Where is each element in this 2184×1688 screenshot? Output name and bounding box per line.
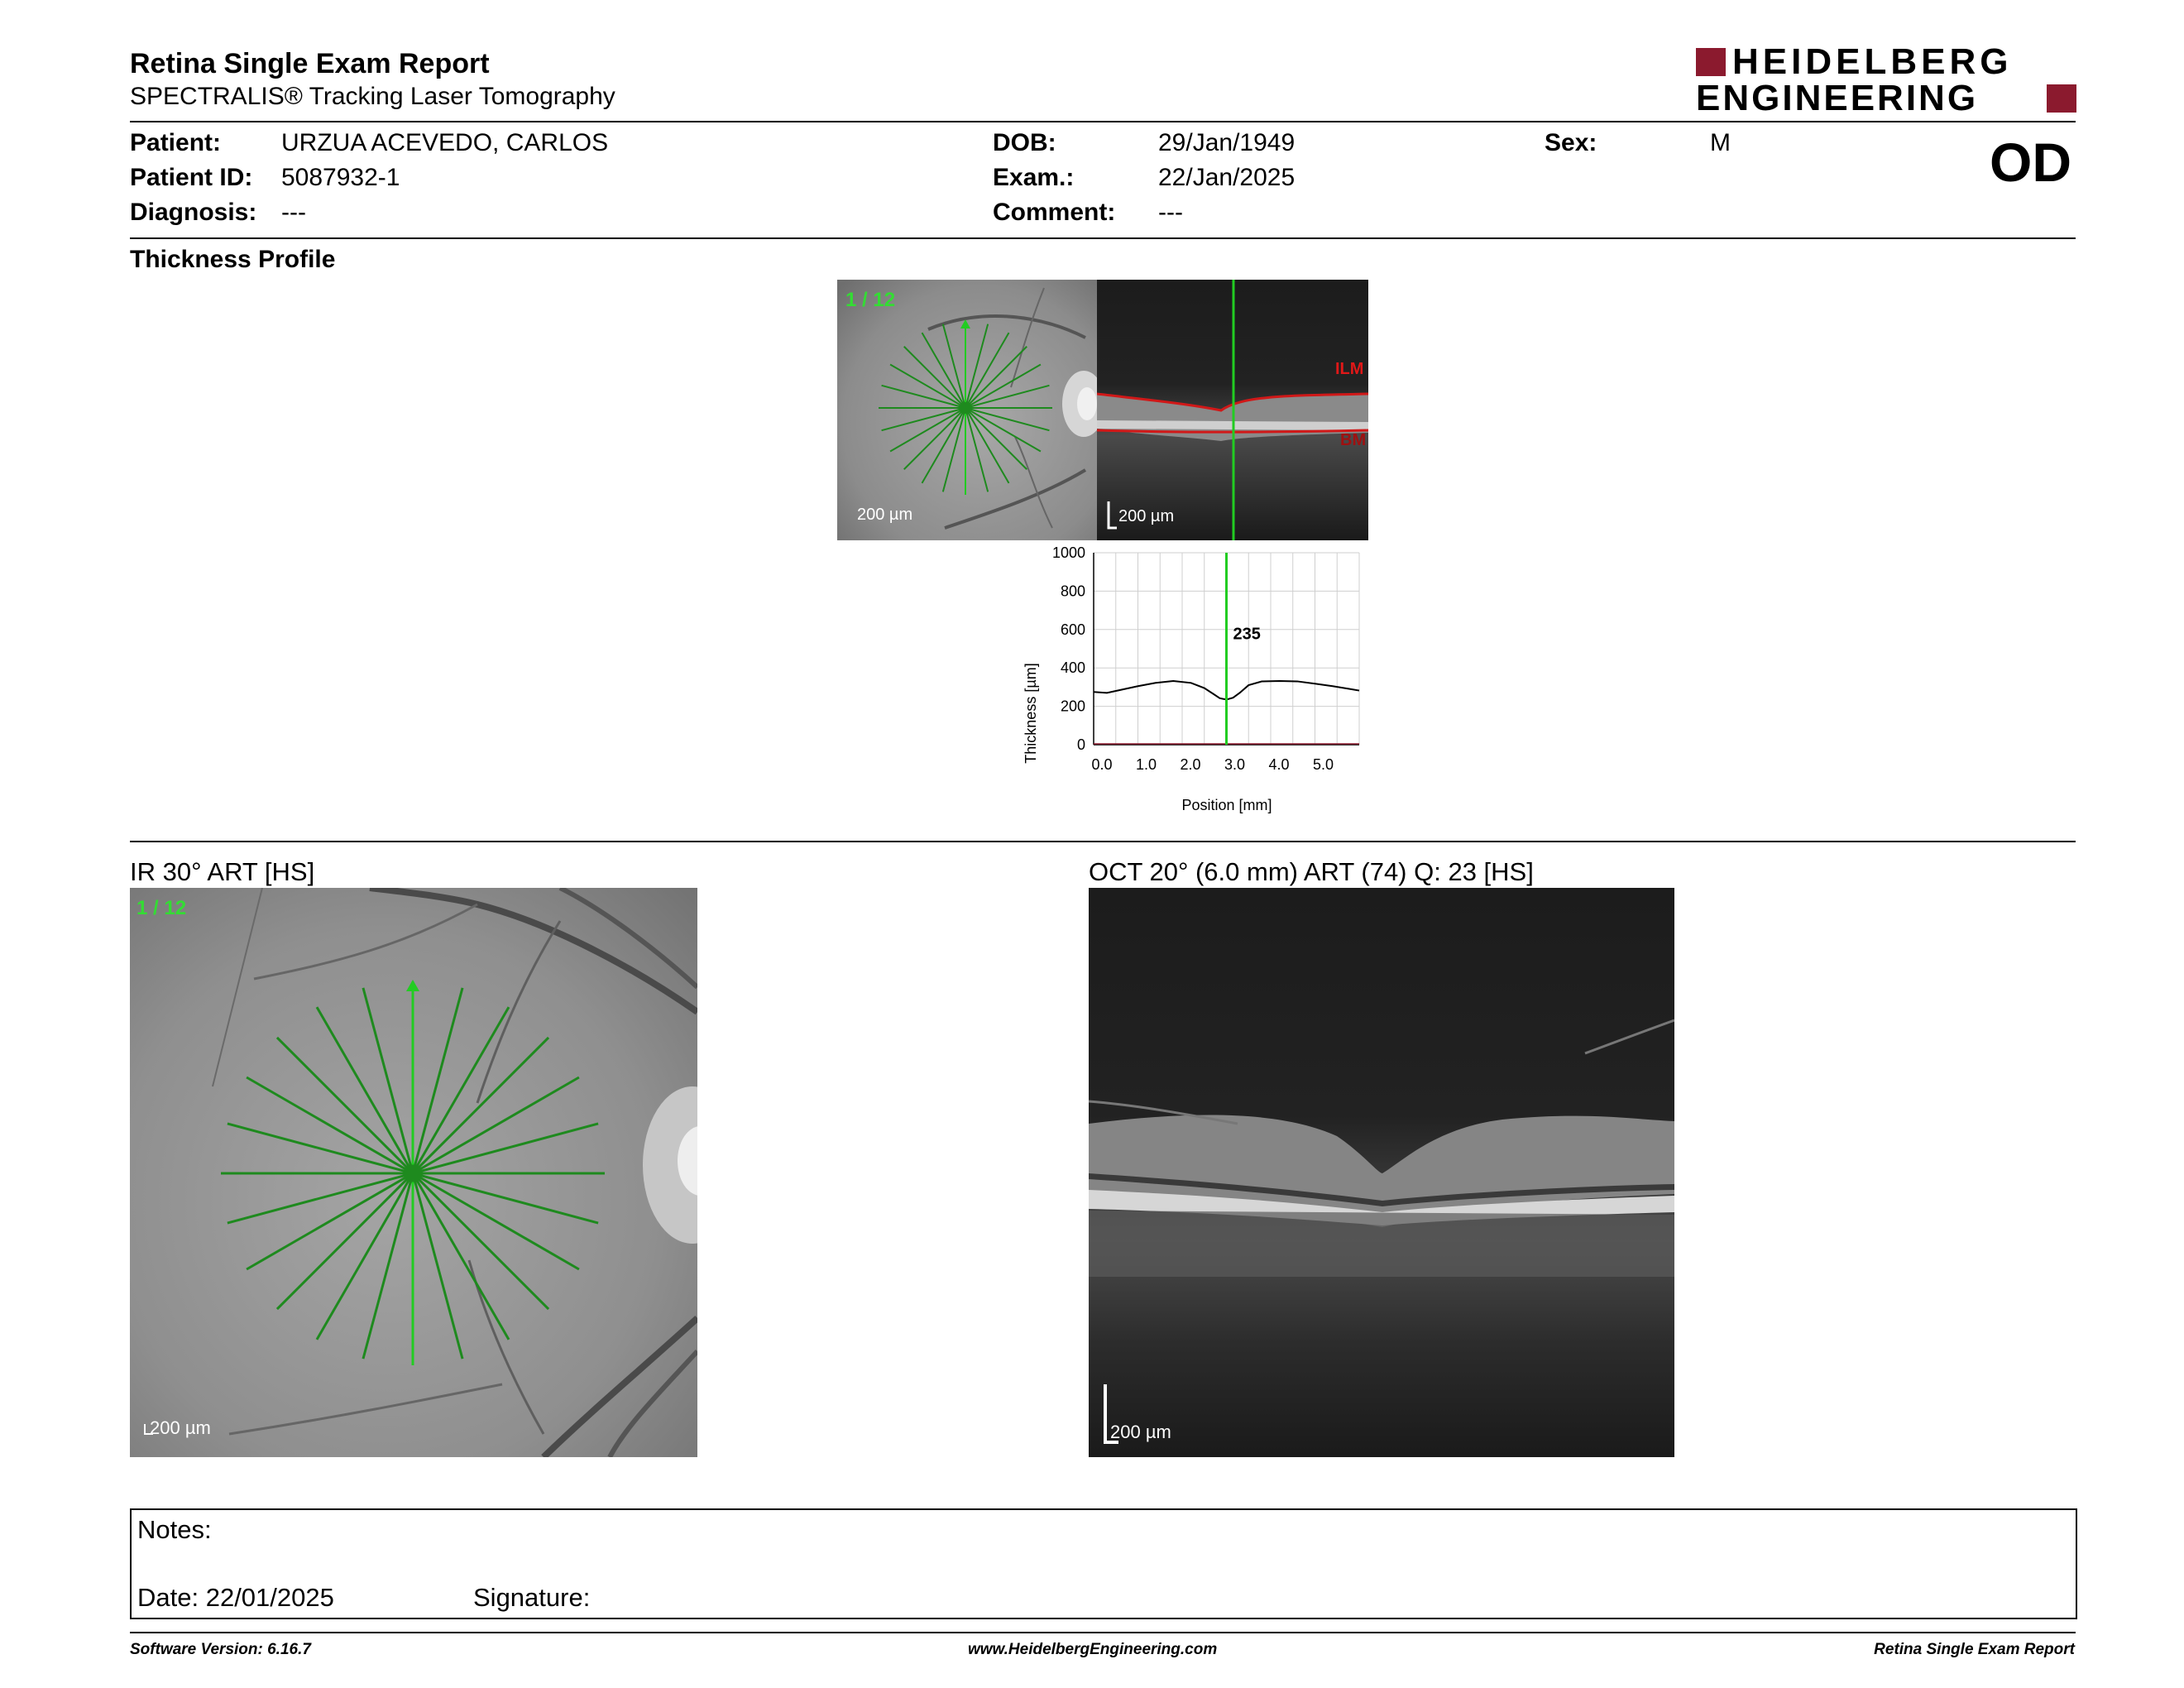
x-tick-label: 2.0	[1180, 756, 1201, 773]
marker-value-label: 235	[1233, 625, 1261, 644]
x-tick-label: 1.0	[1135, 756, 1157, 773]
x-tick-label: 0.0	[1091, 756, 1113, 773]
y-tick-label: 400	[1060, 659, 1085, 677]
chart-x-ticks	[1091, 756, 1334, 773]
patient-divider	[130, 237, 2076, 239]
chart-x-label: Position [mm]	[1181, 797, 1272, 813]
eye-indicator: OD	[1990, 132, 2071, 193]
diagnosis-label: Diagnosis:	[130, 199, 257, 226]
small-scan-counter: 1 / 12	[845, 289, 896, 311]
ilm-label: ILM	[1335, 360, 1364, 378]
notes-box	[130, 1508, 2077, 1619]
bm-label: BM	[1340, 431, 1367, 449]
report-subtitle: SPECTRALIS® Tracking Laser Tomography	[130, 83, 615, 110]
x-tick-label: 4.0	[1268, 756, 1290, 773]
notes-label: Notes:	[137, 1515, 212, 1544]
large-oct-scale: 200 µm	[1110, 1422, 1171, 1442]
header-divider	[130, 121, 2076, 122]
large-scan-counter: 1 / 12	[136, 897, 187, 919]
y-tick-label: 200	[1060, 698, 1085, 715]
small-oct-scale: 200 µm	[1118, 507, 1175, 525]
signature-label: Signature:	[473, 1583, 591, 1612]
small-oct-image	[1097, 280, 1368, 540]
diagnosis-value: ---	[281, 199, 306, 226]
exam-label: Exam.:	[993, 164, 1075, 191]
footer-report-name: Retina Single Exam Report	[1874, 1641, 2075, 1658]
x-tick-label: 3.0	[1224, 756, 1246, 773]
y-tick-label: 1000	[1051, 544, 1085, 561]
patient-id-label: Patient ID:	[130, 164, 253, 191]
logo-text-line2: ENGINEERING	[1696, 78, 1979, 118]
scan-center	[960, 402, 971, 414]
logo-square-bottom	[2047, 84, 2076, 113]
logo-text-line1: HEIDELBERG	[1732, 41, 2013, 82]
scan-pattern-large	[221, 980, 605, 1365]
exam-date: 22/Jan/2025	[1158, 164, 1296, 191]
small-ir-image	[837, 280, 1098, 540]
y-tick-label: 0	[1076, 736, 1085, 753]
heidelberg-logo	[1696, 41, 2078, 118]
chart-series	[1094, 553, 1359, 745]
dob-value: 29/Jan/1949	[1158, 129, 1296, 156]
report-title: Retina Single Exam Report	[130, 48, 490, 79]
patient-name: URZUA ACEVEDO, CARLOS	[281, 129, 609, 156]
large-ir-scale: 200 µm	[150, 1417, 211, 1438]
y-tick-label: 600	[1060, 621, 1085, 638]
large-oct-image	[1089, 888, 1674, 1457]
comment-value: ---	[1158, 199, 1183, 226]
ir-caption: IR 30° ART [HS]	[130, 857, 315, 886]
notes-date: Date: 22/01/2025	[137, 1583, 334, 1612]
section-divider	[130, 841, 2076, 842]
thickness-profile-title: Thickness Profile	[130, 246, 336, 273]
footer-divider	[130, 1632, 2076, 1633]
x-tick-label: 5.0	[1312, 756, 1334, 773]
patient-id: 5087932-1	[281, 164, 400, 191]
thickness-chart	[1018, 539, 1382, 821]
y-tick-label: 800	[1060, 583, 1085, 600]
footer-software-version: Software Version: 6.16.7	[130, 1641, 311, 1658]
logo-square-top	[1696, 48, 1726, 76]
chart-y-ticks	[1052, 544, 1085, 753]
small-ir-scale: 200 µm	[857, 506, 913, 524]
patient-label: Patient:	[130, 129, 222, 156]
large-ir-image	[130, 888, 697, 1457]
sex-value: M	[1710, 129, 1731, 156]
footer-website: www.HeidelbergEngineering.com	[968, 1641, 1218, 1658]
oct-caption: OCT 20° (6.0 mm) ART (74) Q: 23 [HS]	[1089, 857, 1534, 886]
sex-label: Sex:	[1545, 129, 1597, 156]
comment-label: Comment:	[993, 199, 1116, 226]
chart-y-label: Thickness [µm]	[1023, 663, 1039, 764]
dob-label: DOB:	[993, 129, 1056, 156]
scan-center	[405, 1165, 422, 1182]
